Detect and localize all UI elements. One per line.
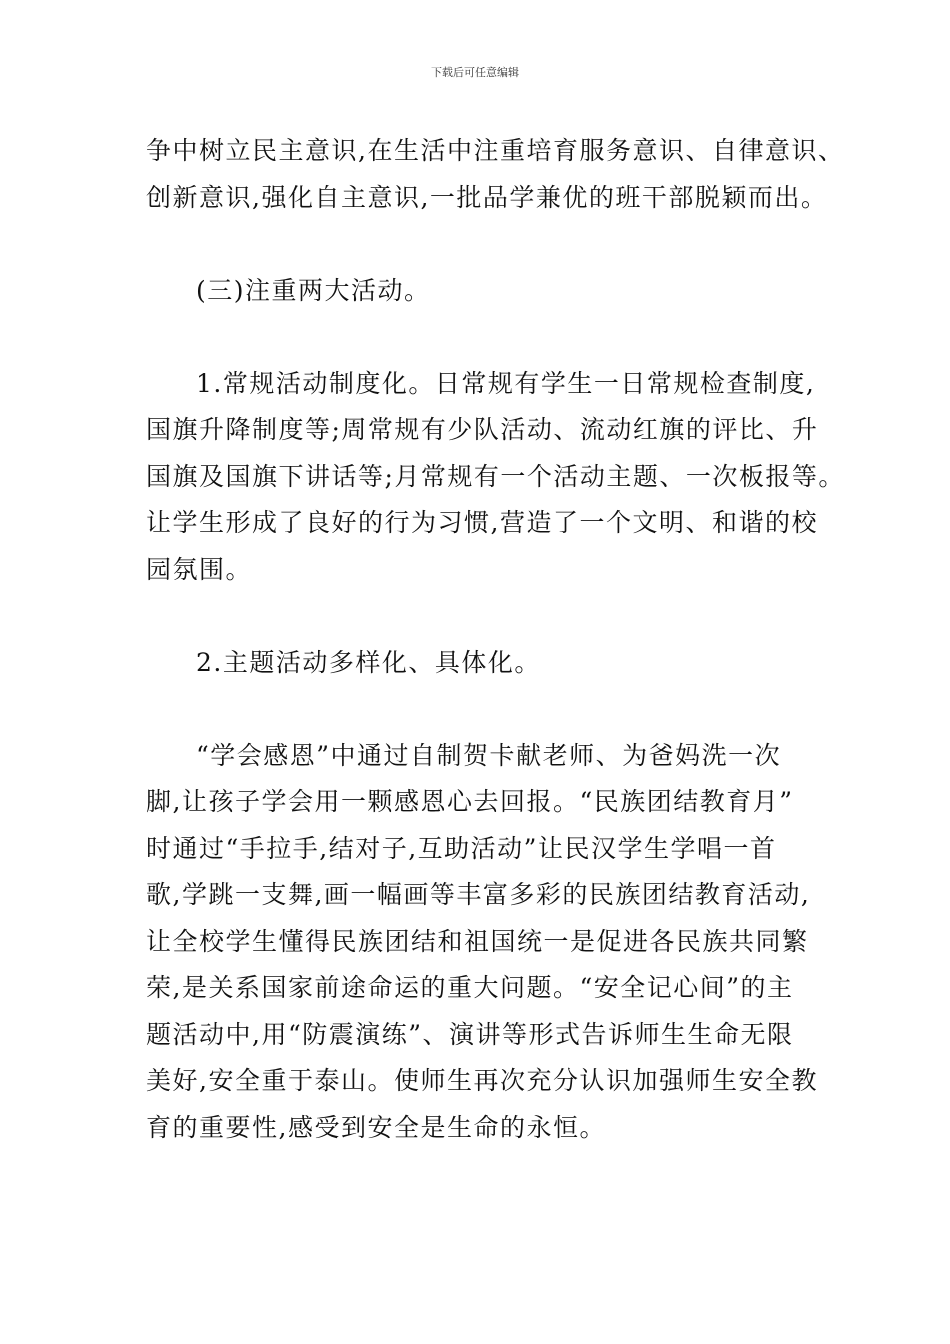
text-line: 题活动中,用“防震演练”、演讲等形式告诉师生生命无限: [146, 1019, 794, 1049]
text-line: 2.主题活动多样化、具体化。: [196, 647, 541, 677]
text-line: “学会感恩”中通过自制贺卡献老师、为爸妈洗一次: [196, 740, 782, 770]
text-line: (三)注重两大活动。: [196, 275, 431, 305]
text-line: 让全校学生懂得民族团结和祖国统一是促进各民族共同繁: [146, 926, 809, 956]
text-line: 国旗升降制度等;周常规有少队活动、流动红旗的评比、升: [146, 415, 819, 444]
text-line: 荣,是关系国家前途命运的重大问题。“安全记心间”的主: [146, 973, 794, 1002]
paragraph-democracy-awareness: [146, 128, 845, 221]
text-line: 美好,安全重于泰山。使师生再次充分认识加强师生安全教: [146, 1066, 818, 1095]
text-line: 让学生形成了良好的行为习惯,营造了一个文明、和谐的校: [146, 508, 818, 537]
text-line: 争中树立民主意识,在生活中注重培育服务意识、自律意识、: [146, 136, 845, 165]
text-line: 歌,学跳一支舞,画一幅画等丰富多彩的民族团结教育活动,: [146, 880, 811, 909]
text-line: 1.常规活动制度化。日常规有学生一日常规检查制度,: [196, 368, 816, 398]
text-line: 创新意识,强化自主意识,一批品学兼优的班干部脱颖而出。: [146, 182, 828, 212]
document-body: [146, 128, 845, 1198]
page-header: 下载后可任意编辑: [431, 66, 519, 79]
paragraph-theme-activities: [146, 733, 836, 1152]
text-line: 育的重要性,感受到安全是生命的永恒。: [146, 1112, 606, 1142]
text-line: 国旗及国旗下讲话等;月常规有一个活动主题、一次板报等。: [146, 461, 845, 491]
text-line: 时通过“手拉手,结对子,互助活动”让民汉学生学唱一首: [146, 833, 777, 863]
section-heading-two-activities: [146, 268, 836, 315]
text-line: 园氛围。: [146, 554, 253, 584]
paragraph-routine-activities: [146, 361, 845, 594]
text-line: 脚,让孩子学会用一颗感恩心去回报。“民族团结教育月”: [146, 787, 794, 816]
section-heading-theme-activities: [146, 640, 836, 687]
